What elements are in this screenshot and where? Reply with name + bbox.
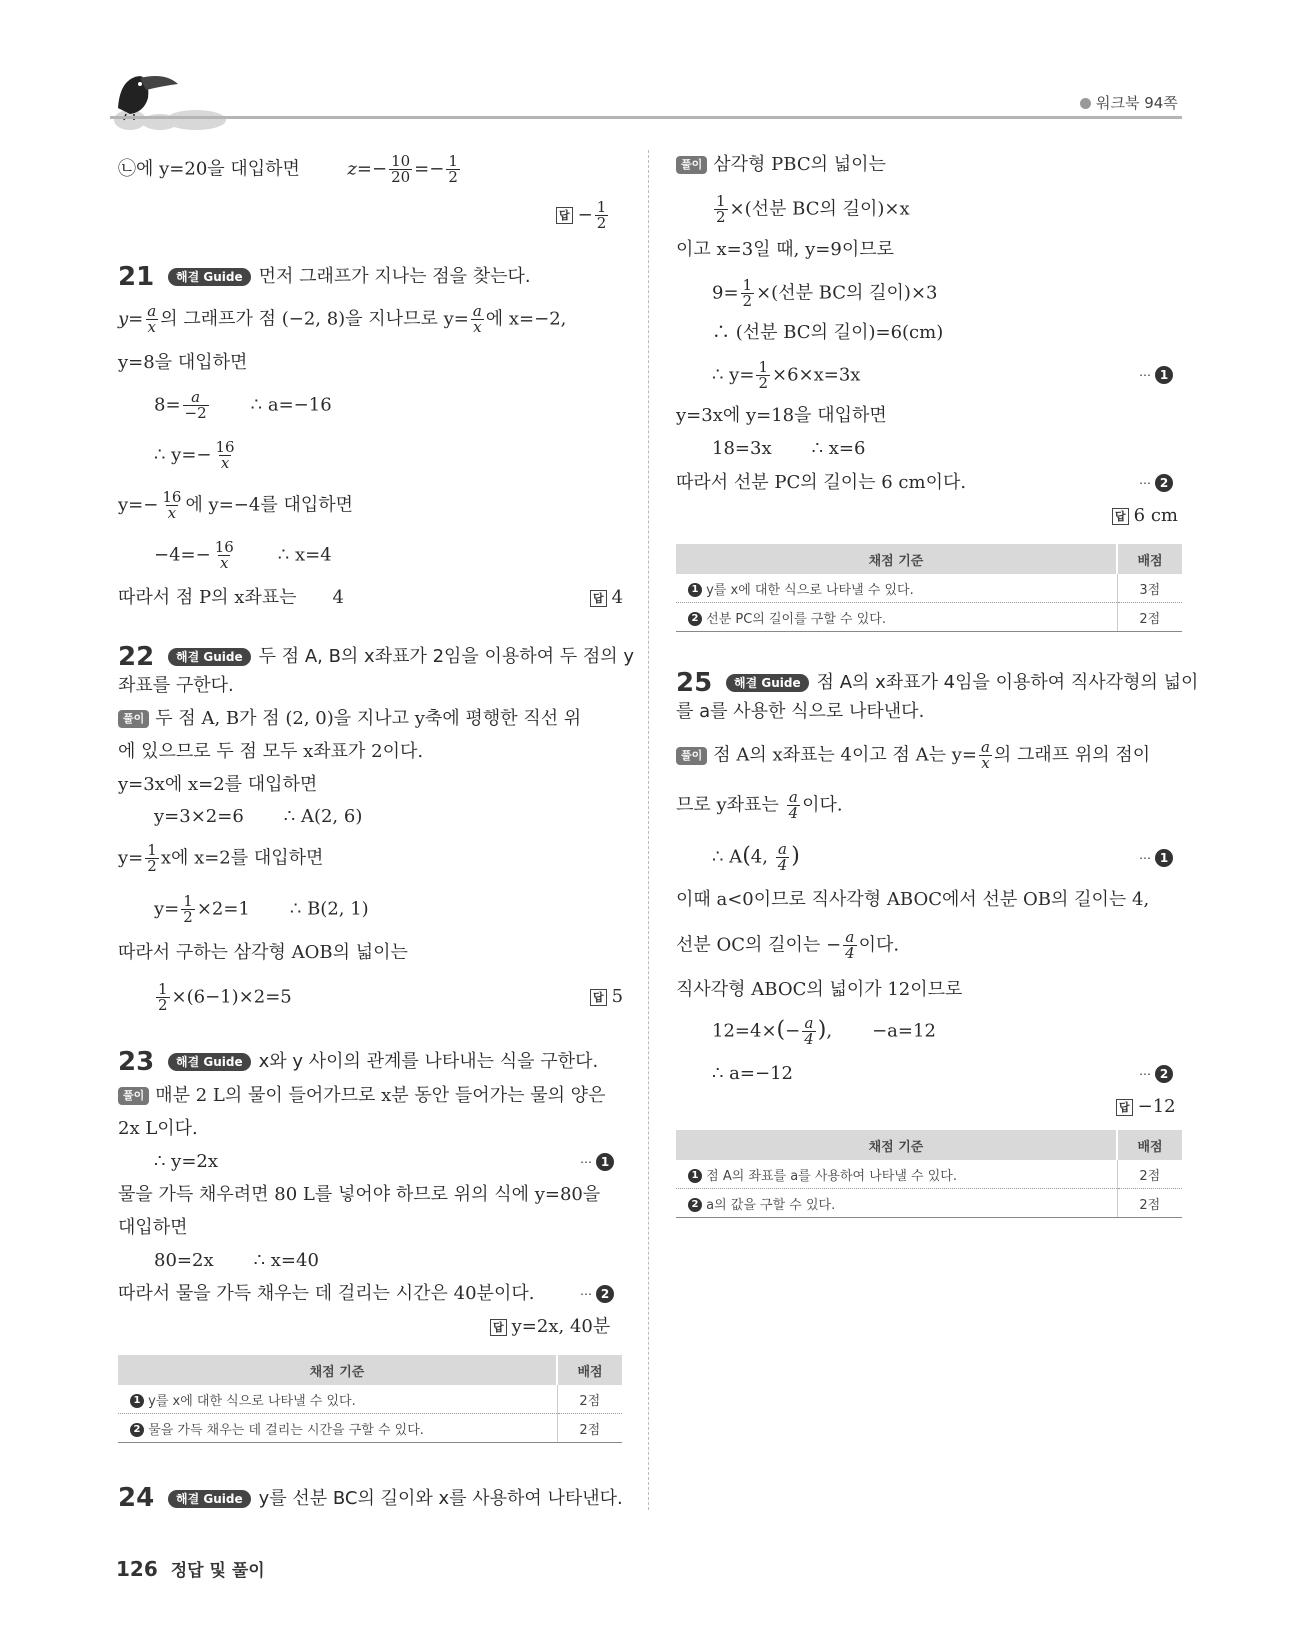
p24-step-2-marker: ⋯ 2 [1139,470,1173,496]
step-2-icon: 2 [1155,1065,1173,1083]
p23-line-1: 풀이 매분 2 L의 물이 들어가므로 x분 동안 들어가는 물의 양은 [118,1083,605,1109]
page-footer [116,1556,265,1581]
step-2-icon: 2 [688,612,702,626]
solution-badge: 풀이 [676,747,707,765]
guide-badge: 해결 Guide [168,1053,251,1071]
expr: z=− [347,158,388,180]
p25-line-2: 므로 y좌표는 $\frac{a}{4}$ 이다. [676,788,843,822]
guide-badge: 해결 Guide [168,1490,251,1508]
table-row [676,574,1182,603]
problem-23-number: 23 [118,1047,155,1077]
fraction: $\frac{16}{x}$ [215,438,235,472]
fraction: $\frac{16}{x}$ [162,488,182,522]
score-item: a의 값을 구할 수 있다. [706,1197,836,1213]
score-points: 2점 [1117,603,1182,632]
p25-line-8: ∴ a=−12 [712,1063,793,1084]
p23-step-1-marker: ⋯ 1 [580,1149,614,1175]
p22-line-8: $\frac{1}{2}$ ×(6−1)×2=5 [158,980,292,1014]
p23-line-6: 80=2x ∴ x=40 [154,1250,319,1271]
prev-answer: 답 − $\frac{1}{2}$ [556,200,610,231]
step-2-icon: 2 [688,1198,702,1212]
answer-badge: 답 [590,989,607,1006]
p23-line-4: 물을 가득 채우려면 80 L를 넣어야 하므로 위의 식에 y=80을 [118,1184,601,1205]
score-points-header: 배점 [1117,544,1182,574]
p24-line-1: 풀이 삼각형 PBC의 넓이는 [676,152,886,178]
page-number: 126 [116,1557,158,1581]
p25-line-6: 직사각형 ABOC의 넓이가 12이므로 [676,979,963,1000]
step-1-icon: 1 [1155,366,1173,384]
p23-line-2: 2x L이다. [118,1118,198,1139]
score-item: 선분 PC의 길이를 구할 수 있다. [706,611,886,627]
prev-line-1 [118,154,462,185]
p24-line-7: y=3x에 y=18을 대입하면 [676,405,887,426]
answer-badge: 답 [1116,1099,1133,1116]
p22-line-5: y= $\frac{1}{2}$ x에 x=2를 대입하면 [118,841,324,875]
step-2-icon: 2 [1155,474,1173,492]
p23-answer: 답 y=2x, 40분 [490,1314,610,1340]
score-criteria-header: 채점 기준 [118,1355,557,1385]
step-1-icon: 1 [688,583,702,597]
problem-25-guide: 해결 Guide 점 A의 x좌표가 4임을 이용하여 직사각형의 넓이 [726,670,1198,696]
p21-line-1: y= $\frac{a}{x}$ 의 그래프가 점 (−2, 8)을 지나므로 y= $\frac{a}{x}$ 에 x=−2, [118,302,567,336]
table-row [676,1160,1182,1189]
problem-21-guide: 해결 Guide 먼저 그래프가 지나는 점을 찾는다. [168,264,531,290]
fraction: $\frac{a}{-2}$ [184,388,207,422]
guide-badge: 해결 Guide [168,648,251,666]
workbook-ref-text: 워크북 94쪽 [1096,94,1178,112]
score-criteria-header: 채점 기준 [676,1130,1117,1160]
toucan-icon [110,68,230,130]
score-points-header: 배점 [1117,1130,1182,1160]
fraction: $\frac{1}{2}$ [716,192,726,226]
p24-line-9: 따라서 선분 PC의 길이는 6 cm이다. [676,472,967,493]
step-1-icon: 1 [688,1169,702,1183]
p23-step-2-marker: ⋯ 2 [580,1281,614,1307]
fraction: $\frac{a}{x}$ [472,302,482,336]
p23-line-3: ∴ y=2x [154,1151,219,1172]
step-1-icon: 1 [130,1394,144,1408]
score-item: y를 x에 대한 식으로 나타낼 수 있다. [148,1393,356,1409]
p24-line-6: ∴ y= $\frac{1}{2}$ ×6×x=3x [712,358,861,392]
fraction: $\frac{1}{2}$ [448,152,458,186]
p24-line-8: 18=3x ∴ x=6 [712,438,866,459]
p24-line-3: 이고 x=3일 때, y=9이므로 [676,239,894,260]
p25-line-1: 풀이 점 A의 x좌표는 4이고 점 A는 y= $\frac{a}{x}$ 의 그래프 위의 점이 [676,740,1150,771]
table-row [676,1189,1182,1218]
score-criteria-header: 채점 기준 [676,544,1117,574]
column-divider [648,150,649,1510]
score-points: 3점 [1117,574,1182,603]
fraction: $\frac{a}{x}$ [147,302,157,336]
p21-answer: 답 4 [590,585,623,611]
p24-line-4: 9= $\frac{1}{2}$ ×(선분 BC의 길이)×3 [712,276,938,310]
p22-line-1: 풀이 두 점 A, B가 점 (2, 0)을 지나고 y축에 평행한 직선 위 [118,706,581,732]
fraction: $\frac{10}{20}$ [391,152,411,186]
p22-answer: 답 5 [590,984,623,1010]
solution-badge: 풀이 [676,156,707,174]
fraction: $\frac{a}{4}$ [845,928,855,962]
table-row [118,1414,622,1443]
step-1-icon: 1 [1155,849,1173,867]
fraction: $\frac{a}{4}$ [804,1014,814,1048]
problem-21-number: 21 [118,262,155,292]
step-2-icon: 2 [130,1423,144,1437]
problem-22-number: 22 [118,642,155,672]
answer-badge: 답 [1112,508,1129,525]
section-title: 정답 및 풀이 [170,1561,265,1581]
fraction: $\frac{1}{2}$ [742,276,753,310]
p24-answer: 답 6 cm [1112,503,1178,529]
problem-25-guide-2: 를 a를 사용한 식으로 나타낸다. [676,701,925,722]
score-points: 2점 [1117,1160,1182,1189]
bullet-icon [1080,98,1091,109]
fraction: $\frac{a}{4}$ [777,840,788,874]
score-header-row [676,1130,1182,1160]
table-row [118,1385,622,1414]
p23-line-7: 따라서 물을 가득 채우는 데 걸리는 시간은 40분이다. [118,1283,535,1304]
problem-22-guide-2: 좌표를 구한다. [118,675,234,696]
problem-22-guide: 해결 Guide 두 점 A, B의 x좌표가 2임을 이용하여 두 점의 y [168,644,634,670]
p25-step-1-marker: ⋯ 1 [1139,845,1173,871]
p24-line-5: ∴ (선분 BC의 길이)=6(cm) [712,322,944,343]
step-1-icon: 1 [596,1153,614,1171]
fraction: $\frac{a}{x}$ [980,738,990,772]
score-points: 2점 [557,1414,622,1443]
table-row [676,603,1182,632]
score-points: 2점 [557,1385,622,1414]
p25-score-table [676,1130,1182,1218]
step-2-icon: 2 [596,1285,614,1303]
p23-line-5: 대입하면 [118,1217,188,1238]
workbook-reference [1080,92,1178,113]
score-header-row [676,544,1182,574]
solution-badge: 풀이 [118,1087,149,1105]
p23-score-table [118,1355,622,1443]
solution-badge: 풀이 [118,710,149,728]
answer-badge: 답 [556,207,573,224]
p25-line-5: 선분 OC의 길이는 − $\frac{a}{4}$ 이다. [676,928,900,962]
p21-line-5: y=− $\frac{16}{x}$ 에 y=−4를 대입하면 [118,488,353,522]
p22-line-6: y= $\frac{1}{2}$ ×2=1 ∴ B(2, 1) [154,892,369,926]
fraction: $\frac{a}{4}$ [788,788,799,822]
header-rule [110,116,1182,119]
guide-badge: 해결 Guide [726,674,809,692]
fraction: $\frac{1}{2}$ [183,892,193,926]
guide-badge: 해결 Guide [168,268,251,286]
text: ㉡에 y=20을 대입하면 [118,158,300,180]
p21-line-6: −4=− $\frac{16}{x}$ ∴ x=4 [154,538,332,572]
p22-line-2: 에 있으므로 두 점 모두 x좌표가 2이다. [118,741,424,762]
p25-answer: 답 −12 [1116,1094,1176,1120]
p24-line-2: $\frac{1}{2}$ ×(선분 BC의 길이)×x [716,192,910,226]
fraction: $\frac{1}{2}$ [596,198,607,232]
p25-line-4: 이때 a<0이므로 직사각형 ABOC에서 선분 OB의 길이는 4, [676,889,1150,910]
score-item: 물을 가득 채우는 데 걸리는 시간을 구할 수 있다. [148,1422,424,1438]
header-mascot [110,68,230,130]
fraction: $\frac{1}{2}$ [158,980,168,1014]
p24-score-table [676,544,1182,632]
problem-23-guide: 해결 Guide x와 y 사이의 관계를 나타내는 식을 구한다. [168,1049,598,1075]
p21-line-4: ∴ y=− $\frac{16}{x}$ [154,438,235,472]
p25-step-2-marker: ⋯ 2 [1139,1061,1173,1087]
answer-badge: 답 [590,590,607,607]
p25-line-7: 12=4×(− $\frac{a}{4}$ ), −a=12 [712,1014,936,1048]
p25-line-3: ∴ A(4, $\frac{a}{4}$ ) [712,840,800,874]
score-points: 2점 [1117,1189,1182,1218]
p21-line-3: 8= $\frac{a}{-2}$ ∴ a=−16 [154,388,332,422]
p22-line-7: 따라서 구하는 삼각형 AOB의 넓이는 [118,942,408,963]
problem-25-number: 25 [676,668,713,698]
p21-line-2: y=8을 대입하면 [118,352,248,373]
answer-badge: 답 [490,1319,507,1336]
score-header-row [118,1355,622,1385]
p24-step-1-marker: ⋯ 1 [1139,362,1173,388]
p22-line-3: y=3x에 x=2를 대입하면 [118,774,318,795]
expr: =− [414,158,445,180]
fraction: $\frac{16}{x}$ [214,538,234,572]
p22-line-4: y=3×2=6 ∴ A(2, 6) [154,806,363,827]
problem-24-guide: 해결 Guide y를 선분 BC의 길이와 x를 사용하여 나타낸다. [168,1486,623,1512]
p21-line-7: 따라서 점 P의 x좌표는 4 [118,587,344,608]
problem-24-number: 24 [118,1483,155,1513]
fraction: $\frac{1}{2}$ [147,841,157,875]
score-item: 점 A의 좌표를 a를 사용하여 나타낼 수 있다. [706,1168,957,1184]
score-points-header: 배점 [557,1355,622,1385]
fraction: $\frac{1}{2}$ [758,358,768,392]
score-item: y를 x에 대한 식으로 나타낼 수 있다. [706,582,914,598]
